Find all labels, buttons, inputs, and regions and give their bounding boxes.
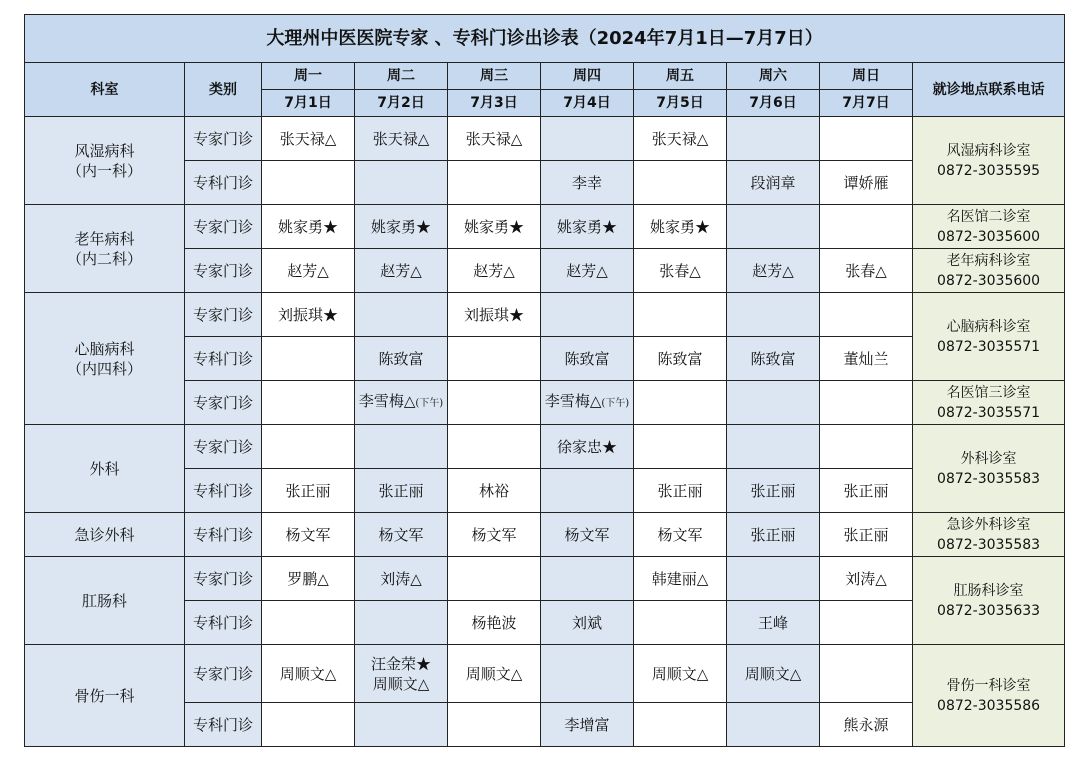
- schedule-cell: [448, 425, 541, 469]
- doctor-name: 陈致富: [750, 349, 796, 368]
- department-name-line: 外科: [89, 459, 120, 478]
- clinic-category: 专家门诊: [185, 645, 262, 703]
- department-name: [25, 117, 185, 205]
- clinic-category: 专家门诊: [185, 425, 262, 469]
- doctor-name: 杨文军: [285, 525, 331, 544]
- schedule-cell: [820, 337, 913, 381]
- schedule-cell: [634, 469, 727, 513]
- doctor-name: 杨艳波: [471, 613, 517, 632]
- schedule-cell: [634, 703, 727, 747]
- schedule-cell: [541, 703, 634, 747]
- doctor-name: 张正丽: [843, 481, 889, 500]
- table-row: [25, 117, 1065, 161]
- schedule-cell: [634, 601, 727, 645]
- doctor-name: 罗鹏△: [287, 569, 329, 588]
- schedule-cell: [262, 645, 355, 703]
- clinic-category: 专科门诊: [185, 513, 262, 557]
- schedule-cell: [448, 645, 541, 703]
- header-date: 7月3日: [448, 90, 541, 117]
- doctor-name: 赵芳△: [566, 261, 608, 280]
- doctor-name: 陈致富: [378, 349, 424, 368]
- location-phone: 0872-3035633: [937, 602, 1041, 619]
- schedule-cell: [262, 337, 355, 381]
- schedule-cell: [820, 293, 913, 337]
- header-weekday: 周三: [448, 63, 541, 90]
- schedule-cell: [448, 381, 541, 425]
- schedule-cell: [262, 557, 355, 601]
- location-name: 肛肠科诊室: [953, 582, 1024, 599]
- location-phone: 0872-3035595: [937, 162, 1041, 179]
- department-name-line: （内二科）: [66, 249, 142, 268]
- header-date: 7月1日: [262, 90, 355, 117]
- doctor-name: 张天禄△: [465, 129, 523, 148]
- department-name-line: 肛肠科: [81, 591, 127, 610]
- clinic-category: 专家门诊: [185, 117, 262, 161]
- table-row: [25, 645, 1065, 703]
- schedule-cell: [820, 205, 913, 249]
- schedule-cell: [541, 469, 634, 513]
- schedule-cell: [820, 249, 913, 293]
- doctor-name: 陈致富: [657, 349, 703, 368]
- schedule-cell: [727, 205, 820, 249]
- doctor-name: 周顺文△: [465, 664, 523, 683]
- header-category: 类别: [185, 63, 262, 117]
- schedule-cell: [820, 425, 913, 469]
- doctor-name: 刘振琪★: [277, 305, 338, 324]
- schedule-cell: [448, 469, 541, 513]
- schedule-cell: [541, 249, 634, 293]
- schedule-cell: [541, 513, 634, 557]
- schedule-cell: [820, 645, 913, 703]
- schedule-cell: [262, 469, 355, 513]
- schedule-cell: [727, 161, 820, 205]
- clinic-location: [913, 205, 1065, 249]
- schedule-cell: [634, 381, 727, 425]
- doctor-name: 姚家勇★: [370, 217, 431, 236]
- schedule-cell: [355, 117, 448, 161]
- schedule-cell: [262, 703, 355, 747]
- schedule-cell: [355, 161, 448, 205]
- schedule-cell: [448, 513, 541, 557]
- schedule-cell: [355, 513, 448, 557]
- department-name-line: 心脑病科: [74, 339, 135, 358]
- department-name: [25, 557, 185, 645]
- department-name: [25, 645, 185, 747]
- schedule-cell: [541, 381, 634, 425]
- location-phone: 0872-3035571: [937, 404, 1041, 421]
- doctor-name: 刘振琪★: [463, 305, 524, 324]
- doctor-name: 张正丽: [657, 481, 703, 500]
- doctor-name: 李增富: [564, 715, 610, 734]
- doctor-name: 董灿兰: [843, 349, 889, 368]
- doctor-name: 张天禄△: [372, 129, 430, 148]
- schedule-cell: [355, 703, 448, 747]
- schedule-cell: [541, 161, 634, 205]
- doctor-name: 杨文军: [564, 525, 610, 544]
- location-name: 风湿病科诊室: [946, 142, 1031, 159]
- department-name-line: 骨伤一科: [74, 686, 135, 705]
- table-row: [25, 293, 1065, 337]
- schedule-cell: [634, 557, 727, 601]
- doctor-name: 汪金荣★: [370, 654, 431, 673]
- doctor-name: 陈致富: [564, 349, 610, 368]
- schedule-cell: [262, 293, 355, 337]
- schedule-cell: [634, 293, 727, 337]
- doctor-name: 张正丽: [843, 525, 889, 544]
- clinic-location: [913, 557, 1065, 645]
- clinic-location: [913, 117, 1065, 205]
- schedule-table: [24, 14, 1065, 747]
- header-weekday: 周四: [541, 63, 634, 90]
- schedule-cell: [820, 469, 913, 513]
- department-name: [25, 425, 185, 513]
- location-name: 急诊外科诊室: [946, 516, 1031, 533]
- doctor-name: 杨文军: [471, 525, 517, 544]
- location-phone: 0872-3035571: [937, 338, 1041, 355]
- schedule-cell: [634, 425, 727, 469]
- schedule-cell: [448, 601, 541, 645]
- clinic-location: [913, 425, 1065, 513]
- schedule-cell: [541, 557, 634, 601]
- doctor-name: 杨文军: [378, 525, 424, 544]
- schedule-cell: [820, 161, 913, 205]
- doctor-name: 周顺文△: [744, 664, 802, 683]
- doctor-name: 王峰: [757, 613, 788, 632]
- department-name-line: 风湿病科: [74, 141, 135, 160]
- schedule-cell: [355, 469, 448, 513]
- clinic-category: 专家门诊: [185, 557, 262, 601]
- location-phone: 0872-3035600: [937, 228, 1041, 245]
- clinic-category: 专科门诊: [185, 601, 262, 645]
- schedule-cell: [262, 249, 355, 293]
- doctor-name: 姚家勇★: [649, 217, 710, 236]
- location-name: 名医馆二诊室: [946, 208, 1031, 225]
- schedule-cell: [262, 513, 355, 557]
- department-name-line: 老年病科: [74, 229, 135, 248]
- doctor-name: 刘涛△: [845, 569, 887, 588]
- schedule-cell: [634, 161, 727, 205]
- schedule-cell: [727, 425, 820, 469]
- schedule-cell: [541, 117, 634, 161]
- location-phone: 0872-3035583: [937, 470, 1041, 487]
- schedule-cell: [820, 381, 913, 425]
- clinic-category: 专家门诊: [185, 249, 262, 293]
- schedule-cell: [634, 205, 727, 249]
- schedule-cell: [448, 337, 541, 381]
- schedule-cell: [355, 645, 448, 703]
- schedule-cell: [820, 601, 913, 645]
- schedule-cell: [262, 381, 355, 425]
- schedule-cell: [541, 601, 634, 645]
- doctor-name: 段润章: [750, 173, 796, 192]
- doctor-name: 张天禄△: [279, 129, 337, 148]
- schedule-cell: [448, 249, 541, 293]
- schedule-cell: [727, 381, 820, 425]
- schedule-cell: [355, 557, 448, 601]
- schedule-cell: [727, 337, 820, 381]
- doctor-name: 韩建丽△: [651, 569, 709, 588]
- doctor-name: 姚家勇★: [463, 217, 524, 236]
- schedule-cell: [448, 703, 541, 747]
- header-date: 7月6日: [727, 90, 820, 117]
- doctor-name: 姚家勇★: [556, 217, 617, 236]
- doctor-name: 李雪梅△: [358, 392, 416, 410]
- location-name: 名医馆三诊室: [946, 384, 1031, 401]
- clinic-location: [913, 645, 1065, 747]
- header-weekday: 周二: [355, 63, 448, 90]
- clinic-category: 专科门诊: [185, 161, 262, 205]
- department-name: [25, 293, 185, 425]
- schedule-cell: [541, 645, 634, 703]
- location-phone: 0872-3035600: [937, 272, 1041, 289]
- doctor-name: 姚家勇★: [277, 217, 338, 236]
- time-note: (下午): [415, 398, 444, 409]
- schedule-cell: [727, 601, 820, 645]
- clinic-category: 专家门诊: [185, 293, 262, 337]
- schedule-cell: [262, 425, 355, 469]
- doctor-name: 赵芳△: [380, 261, 422, 280]
- schedule-cell: [820, 513, 913, 557]
- doctor-name: 李幸: [571, 173, 602, 192]
- schedule-cell: [634, 645, 727, 703]
- schedule-cell: [355, 337, 448, 381]
- header-weekday: 周六: [727, 63, 820, 90]
- doctor-name: 周顺文△: [651, 664, 709, 683]
- doctor-name: 熊永源: [843, 715, 889, 734]
- schedule-cell: [448, 293, 541, 337]
- schedule-cell: [541, 293, 634, 337]
- location-name: 外科诊室: [960, 450, 1017, 467]
- header-weekday: 周日: [820, 63, 913, 90]
- schedule-cell: [634, 337, 727, 381]
- doctor-name: 赵芳△: [752, 261, 794, 280]
- header-date: 7月7日: [820, 90, 913, 117]
- schedule-cell: [541, 205, 634, 249]
- page-title: 大理州中医医院专家 、专科门诊出诊表（2024年7月1日—7月7日）: [25, 15, 1065, 63]
- schedule-cell: [727, 557, 820, 601]
- department-name: [25, 513, 185, 557]
- clinic-category: 专科门诊: [185, 703, 262, 747]
- doctor-name: 徐家忠★: [556, 437, 617, 456]
- schedule-container: [24, 14, 1064, 747]
- table-row: [25, 425, 1065, 469]
- doctor-name: 林裕: [478, 481, 509, 500]
- schedule-cell: [820, 557, 913, 601]
- schedule-cell: [727, 293, 820, 337]
- location-phone: 0872-3035583: [937, 536, 1041, 553]
- schedule-cell: [262, 205, 355, 249]
- schedule-cell: [727, 703, 820, 747]
- header-weekday: 周一: [262, 63, 355, 90]
- clinic-location: [913, 381, 1065, 425]
- table-row: [25, 205, 1065, 249]
- doctor-name: 周顺文△: [372, 674, 430, 693]
- doctor-name: 张正丽: [750, 525, 796, 544]
- department-name-line: 急诊外科: [74, 525, 135, 544]
- doctor-name: 张春△: [845, 261, 887, 280]
- header-date: 7月5日: [634, 90, 727, 117]
- schedule-cell: [448, 205, 541, 249]
- header-date: 7月2日: [355, 90, 448, 117]
- schedule-cell: [262, 161, 355, 205]
- schedule-cell: [727, 513, 820, 557]
- clinic-location: [913, 513, 1065, 557]
- schedule-cell: [448, 161, 541, 205]
- clinic-location: [913, 293, 1065, 381]
- schedule-cell: [262, 601, 355, 645]
- department-name-line: （内四科）: [66, 359, 142, 378]
- schedule-cell: [727, 645, 820, 703]
- schedule-cell: [727, 249, 820, 293]
- doctor-name: 杨文军: [657, 525, 703, 544]
- department-name-line: （内一科）: [66, 161, 142, 180]
- schedule-cell: [634, 513, 727, 557]
- schedule-body: [25, 15, 1065, 747]
- table-row: [25, 513, 1065, 557]
- schedule-cell: [262, 117, 355, 161]
- clinic-category: 专家门诊: [185, 381, 262, 425]
- doctor-name: 刘斌: [571, 613, 602, 632]
- doctor-name: 张正丽: [378, 481, 424, 500]
- doctor-name: 张正丽: [750, 481, 796, 500]
- header-dept: 科室: [25, 63, 185, 117]
- schedule-cell: [541, 425, 634, 469]
- schedule-cell: [634, 117, 727, 161]
- doctor-name: 赵芳△: [287, 261, 329, 280]
- schedule-cell: [355, 293, 448, 337]
- doctor-name: 刘涛△: [380, 569, 422, 588]
- clinic-category: 专科门诊: [185, 337, 262, 381]
- doctor-name: 赵芳△: [473, 261, 515, 280]
- location-name: 骨伤一科诊室: [946, 677, 1031, 694]
- time-note: (下午): [601, 398, 630, 409]
- doctor-name: 张正丽: [285, 481, 331, 500]
- header-contact: 就诊地点联系电话: [913, 63, 1065, 117]
- schedule-cell: [355, 249, 448, 293]
- schedule-cell: [448, 117, 541, 161]
- clinic-category: 专科门诊: [185, 469, 262, 513]
- schedule-cell: [541, 337, 634, 381]
- table-row: [25, 557, 1065, 601]
- schedule-cell: [448, 557, 541, 601]
- schedule-cell: [820, 703, 913, 747]
- schedule-cell: [727, 117, 820, 161]
- location-phone: 0872-3035586: [937, 697, 1041, 714]
- schedule-cell: [634, 249, 727, 293]
- doctor-name: 李雪梅△: [544, 392, 602, 410]
- header-weekday: 周五: [634, 63, 727, 90]
- schedule-cell: [727, 469, 820, 513]
- schedule-cell: [355, 205, 448, 249]
- location-name: 心脑病科诊室: [946, 318, 1031, 335]
- clinic-category: 专家门诊: [185, 205, 262, 249]
- schedule-cell: [355, 425, 448, 469]
- schedule-cell: [355, 601, 448, 645]
- doctor-name: 周顺文△: [279, 664, 337, 683]
- header-date: 7月4日: [541, 90, 634, 117]
- schedule-cell: [355, 381, 448, 425]
- doctor-name: 张春△: [659, 261, 701, 280]
- doctor-name: 张天禄△: [651, 129, 709, 148]
- doctor-name: 谭娇雁: [843, 173, 889, 192]
- department-name: [25, 205, 185, 293]
- schedule-cell: [820, 117, 913, 161]
- clinic-location: [913, 249, 1065, 293]
- location-name: 老年病科诊室: [946, 252, 1031, 269]
